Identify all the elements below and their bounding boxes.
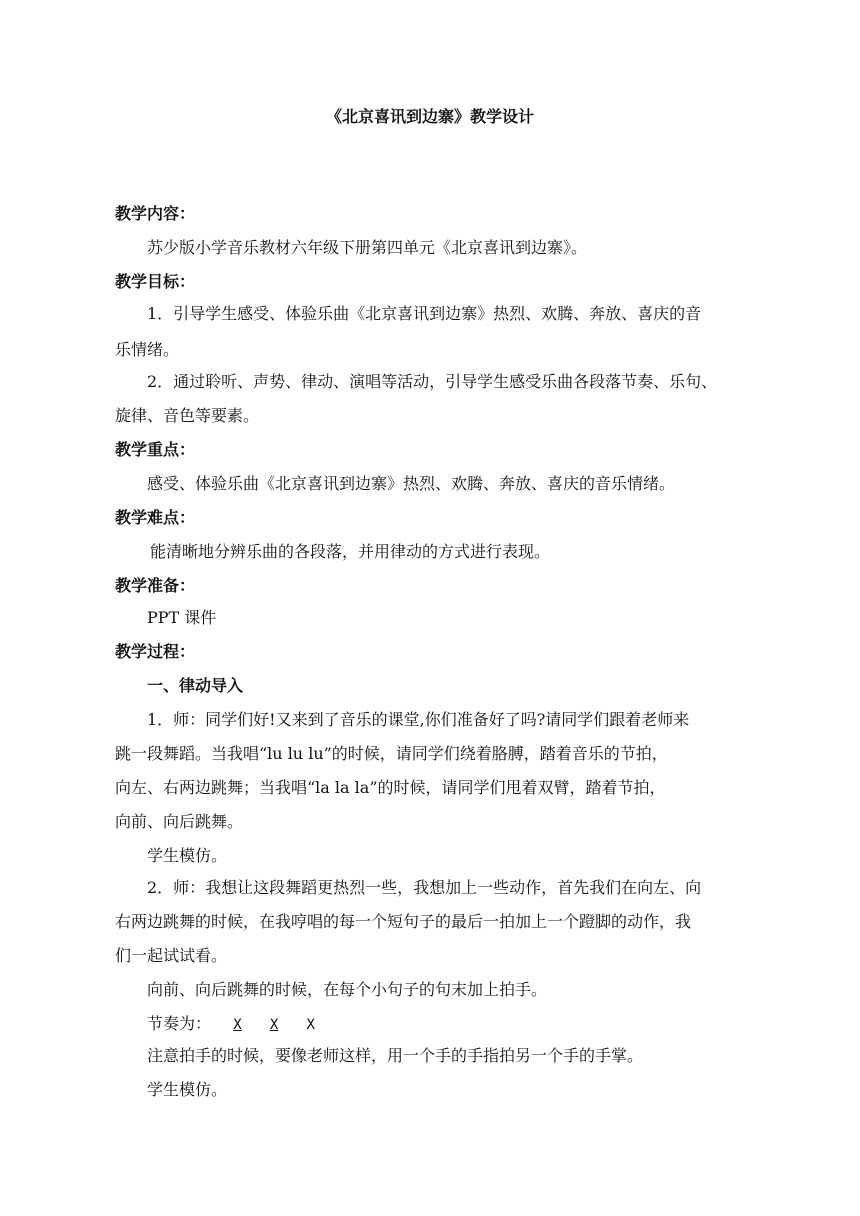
p1-line2: 跳一段舞蹈。当我唱“lu lu lu”的时候，请同学们绕着胳膊，踏着音乐的节拍， xyxy=(115,744,668,763)
rhythm-label: 节奏为： xyxy=(147,1014,212,1033)
section-heading-key: 教学重点： xyxy=(115,440,196,459)
prep-text: PPT 课件 xyxy=(147,608,217,627)
p4-text: 注意拍手的时候，要像老师这样，用一个手的手指拍另一个手的手掌。 xyxy=(147,1046,644,1065)
document-title: 《北京喜讯到边寨》教学设计 xyxy=(325,107,534,126)
p2-line2: 右两边跳舞的时候，在我哼唱的每一个短句子的最后一拍加上一个蹬脚的动作，我 xyxy=(115,912,692,931)
content-text: 苏少版小学音乐教材六年级下册第四单元《北京喜讯到边寨》。 xyxy=(147,238,588,257)
step1-heading: 一、律动导入 xyxy=(147,676,244,695)
p4-response: 学生模仿。 xyxy=(147,1080,228,1099)
section-heading-difficulty: 教学难点： xyxy=(115,508,196,527)
section-heading-prep: 教学准备： xyxy=(115,576,196,595)
p1-line3: 向左、右两边跳舞；当我唱“la la la”的时候，请同学们甩着双臂，踏着节拍， xyxy=(115,778,666,797)
section-heading-content: 教学内容： xyxy=(115,204,196,223)
section-heading-process: 教学过程： xyxy=(115,642,196,661)
rhythm-note-3: X xyxy=(306,1017,315,1033)
p3-text: 向前、向后跳舞的时候，在每个小句子的句末加上拍手。 xyxy=(147,980,548,999)
difficulty-text: 能清晰地分辨乐曲的各段落，并用律动的方式进行表现。 xyxy=(150,542,551,561)
rhythm-note-1: X xyxy=(233,1017,242,1033)
p2-line3: 们一起试试看。 xyxy=(115,946,228,965)
p1-line4: 向前、向后跳舞。 xyxy=(115,812,244,831)
goal2-line2: 旋律、音色等要素。 xyxy=(115,406,260,425)
rhythm-line xyxy=(147,1012,315,1036)
p2-line1: 2．师：我想让这段舞蹈更热烈一些，我想加上一些动作，首先我们在向左、向 xyxy=(147,878,702,897)
section-heading-goals: 教学目标： xyxy=(115,272,196,291)
p1-response: 学生模仿。 xyxy=(147,846,228,865)
goal2-line1: 2．通过聆听、声势、律动、演唱等活动，引导学生感受乐曲各段落节奏、乐句、 xyxy=(147,372,718,391)
p1-line1: 1．师：同学们好!又来到了音乐的课堂,你们准备好了吗?请同学们跟着老师来 xyxy=(147,710,690,729)
rhythm-note-2: X xyxy=(269,1017,279,1033)
goal1-line2: 乐情绪。 xyxy=(115,340,180,359)
goal1-line1: 1．引导学生感受、体验乐曲《北京喜讯到边寨》热烈、欢腾、奔放、喜庆的音 xyxy=(147,304,702,323)
key-text: 感受、体验乐曲《北京喜讯到边寨》热烈、欢腾、奔放、喜庆的音乐情绪。 xyxy=(147,474,676,493)
